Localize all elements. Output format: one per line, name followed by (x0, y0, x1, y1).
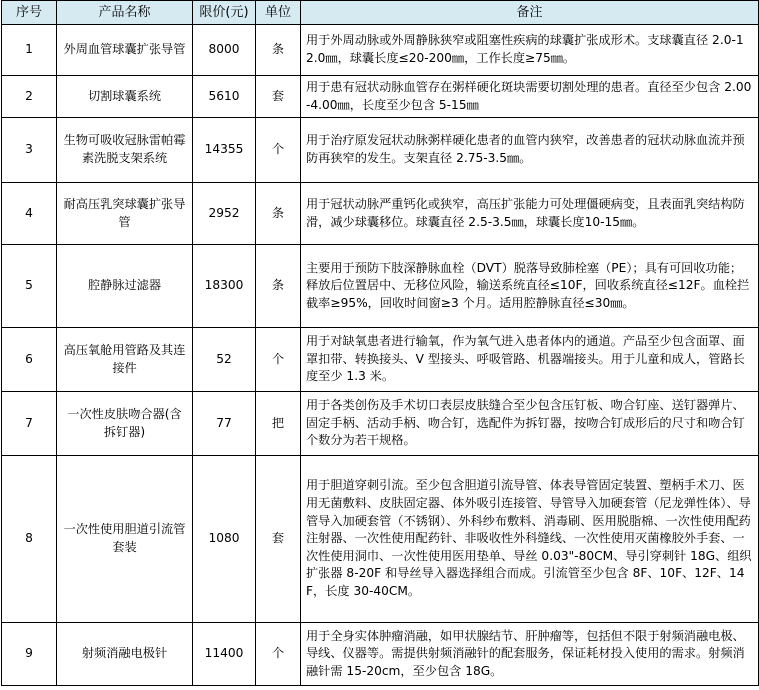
row-no: 1 (2, 25, 57, 76)
row-unit: 条 (256, 25, 301, 76)
table-row (2, 245, 759, 328)
table-row (2, 392, 759, 456)
row-no: 9 (2, 623, 57, 686)
row-unit: 个 (256, 118, 301, 183)
header-name: 产品名称 (57, 1, 193, 25)
row-unit: 个 (256, 328, 301, 392)
table-row (2, 183, 759, 245)
row-note: 用于治疗原发冠状动脉粥样硬化患者的血管内狭窄，改善患者的冠状动脉血流并预防再狭窄的发生。支架直径 2.75-3.5㎜。 (301, 118, 759, 183)
row-name: 耐高压乳突球囊扩张导管 (57, 183, 193, 245)
row-price: 5610 (193, 76, 256, 118)
row-unit: 把 (256, 392, 301, 456)
row-no: 8 (2, 456, 57, 623)
row-name: 腔静脉过滤器 (57, 245, 193, 328)
row-name: 射频消融电极针 (57, 623, 193, 686)
row-no: 7 (2, 392, 57, 456)
row-name: 外周血管球囊扩张导管 (57, 25, 193, 76)
header-unit: 单位 (256, 1, 301, 25)
row-unit: 套 (256, 456, 301, 623)
header-row (2, 1, 759, 25)
row-name: 切割球囊系统 (57, 76, 193, 118)
row-no: 6 (2, 328, 57, 392)
row-name: 高压氧舱用管路及其连接件 (57, 328, 193, 392)
table-row (2, 25, 759, 76)
row-unit: 条 (256, 183, 301, 245)
table-row (2, 328, 759, 392)
row-unit: 条 (256, 245, 301, 328)
price-limit-table (1, 0, 759, 686)
table-row (2, 456, 759, 623)
table-row (2, 76, 759, 118)
row-no: 5 (2, 245, 57, 328)
row-no: 3 (2, 118, 57, 183)
row-note: 用于患有冠状动脉血管存在粥样硬化斑块需要切割处理的患者。直径至少包含 2.00-4.00㎜，长度至少包含 5-15㎜ (301, 76, 759, 118)
row-no: 4 (2, 183, 57, 245)
row-price: 1080 (193, 456, 256, 623)
row-no: 2 (2, 76, 57, 118)
row-note: 用于各类创伤及手术切口表层皮肤缝合至少包含压钉板、吻合钉座、送钉器弹片、固定手柄、活动手柄、吻合钉，选配件为拆钉器，按吻合钉成形后的尺寸和吻合钉个数分为若干规格。 (301, 392, 759, 456)
row-price: 18300 (193, 245, 256, 328)
row-note: 用于冠状动脉严重钙化或狭窄，高压扩张能力可处理僵硬病变，且表面乳突结构防滑，减少球囊移位。球囊直径 2.5-3.5㎜，球囊长度10-15㎜。 (301, 183, 759, 245)
table-row (2, 118, 759, 183)
row-name: 一次性使用胆道引流管套装 (57, 456, 193, 623)
row-note: 用于全身实体肿瘤消融，如甲状腺结节、肝肿瘤等，包括但不限于射频消融电极、导线、仪器等。需提供射频消融针的配套服务，保证耗材投入使用的需求。射频消融针需 15-20cm，至少包含 18G。 (301, 623, 759, 686)
row-price: 52 (193, 328, 256, 392)
header-price: 限价(元) (193, 1, 256, 25)
row-note: 用于外周动脉或外周静脉狭窄或阻塞性疾病的球囊扩张成形术。支球囊直径 2.0-12.0㎜，球囊长度≤20-200㎜，工作长度≥75㎜。 (301, 25, 759, 76)
row-note: 用于胆道穿刺引流。至少包含胆道引流导管、体表导管固定装置、塑柄手术刀、医用无菌敷料、皮肤固定器、体外吸引连接管、导管导入加硬套管（尼龙弹性体）、导管导入加硬套管（不锈钢）、外科纱布敷料、消毒刷、医用脱脂棉、一次性使用配药注射器、一次性使用配药针、非吸收性外科缝线、一次性使用灭菌橡胶外手套、一次性使用洞巾、一次性使用医用垫单、导丝 0.03"-80CM、导引穿刺针 18G、组织扩张器 8-20F 和导丝导入器选择组合而成。引流管至少包含 8F、10F、12F、14F，长度 30-40CM。 (301, 456, 759, 623)
table-row (2, 623, 759, 686)
row-name: 生物可吸收冠脉雷帕霉素洗脱支架系统 (57, 118, 193, 183)
header-no: 序号 (2, 1, 57, 25)
row-price: 14355 (193, 118, 256, 183)
row-price: 11400 (193, 623, 256, 686)
row-price: 2952 (193, 183, 256, 245)
row-price: 8000 (193, 25, 256, 76)
row-name: 一次性皮肤吻合器(含拆钉器) (57, 392, 193, 456)
row-note: 用于对缺氧患者进行输氧，作为氧气进入患者体内的通道。产品至少包含面罩、面罩扣带、转换接头、V 型接头、呼吸管路、机器端接头。用于儿童和成人，管路长度至少 1.3 米。 (301, 328, 759, 392)
row-unit: 个 (256, 623, 301, 686)
header-note: 备注 (301, 1, 759, 25)
row-price: 77 (193, 392, 256, 456)
row-unit: 套 (256, 76, 301, 118)
row-note: 主要用于预防下肢深静脉血栓（DVT）脱落导致肺栓塞（PE）；具有可回收功能；释放后位置居中、无移位风险，输送系统直径≤10F，回收系统直径≤12F。血栓拦截率≥95%，回收时间窗≥3 个月。适用腔静脉直径≤30㎜。 (301, 245, 759, 328)
